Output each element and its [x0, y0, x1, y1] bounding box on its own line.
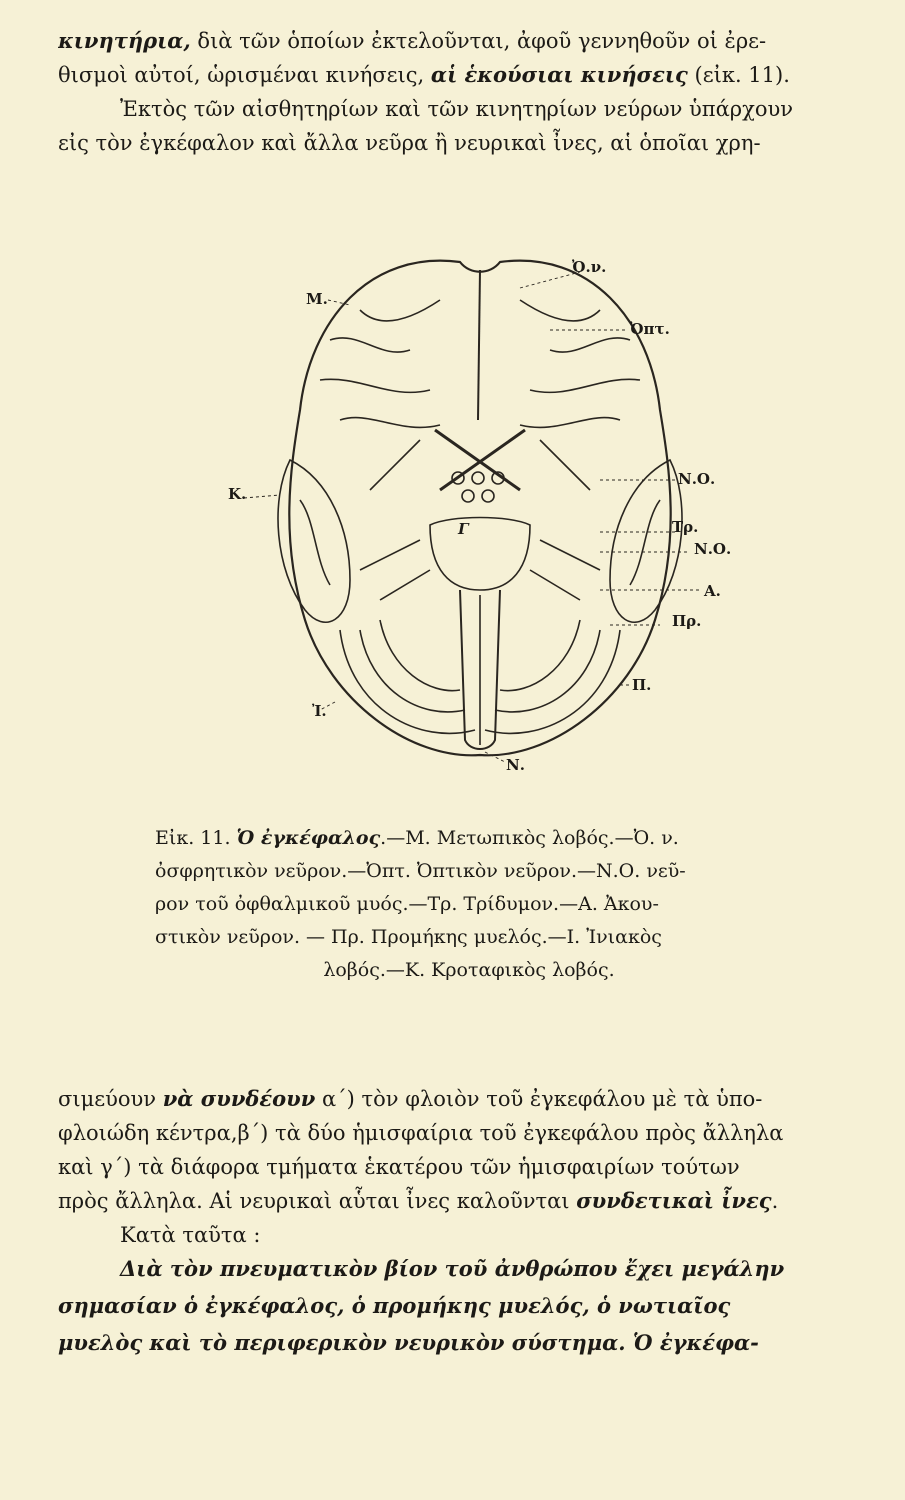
caption-figure-number: Εἰκ. 11.	[155, 827, 237, 849]
bold-term: συνδετικαὶ ἶνες	[576, 1188, 772, 1213]
label-optic: Ὀπτ.	[630, 320, 670, 338]
text-line: φλοιώδη κέντρα,β΄) τὰ δύο ἡμισφαίρια τοῦ ἐγκεφάλου πρὸς ἄλληλα	[58, 1121, 784, 1145]
label-pons: Π.	[632, 676, 652, 694]
bottom-paragraph	[58, 1082, 866, 1252]
emphasized-paragraph	[58, 1250, 866, 1361]
emphasized-line: μυελὸς καὶ τὸ περιφερικὸν νευρικὸν σύστημα. Ὁ ἐγκέφα-	[58, 1330, 759, 1355]
label-olfactory: Ὀ.ν.	[572, 258, 607, 276]
caption-line	[155, 822, 783, 855]
bold-term: νὰ συνδέουν	[162, 1086, 316, 1111]
label-n: Ν.	[506, 756, 525, 774]
text-line: εἰς τὸν ἐγκέφαλον καὶ ἄλλα νεῦρα ἢ νευρικαὶ ἶνες, αἱ ὁποῖαι χρη-	[58, 131, 761, 155]
emphasized-line: σημασίαν ὁ ἐγκέφαλος, ὁ προμήκης μυελός, ὁ νωτιαῖος	[58, 1293, 731, 1318]
label-oculomotor: Ν.Ο.	[678, 470, 716, 488]
text-line	[58, 1082, 866, 1116]
bold-term: κινητήρια,	[58, 28, 191, 53]
caption-title: Ὁ ἐγκέφαλος	[236, 827, 381, 849]
text-span: σιμεύουν	[58, 1087, 163, 1111]
text-line: Ἐκτὸς τῶν αἰσθητηρίων καὶ τῶν κινητηρίων νεύρων ὑπάρχουν	[120, 97, 794, 121]
caption-line: λοβός.—Κ. Κροταφικὸς λοβός.	[323, 959, 615, 981]
brain-illustration	[220, 240, 740, 790]
text-line	[58, 24, 866, 58]
label-temporal: Κ.	[228, 485, 247, 503]
label-trigeminal: Τρ.	[672, 518, 699, 536]
text-span: πρὸς ἄλληλα. Αἱ νευρικαὶ αὗται ἶνες καλοῦνται	[58, 1189, 577, 1213]
text-span: διὰ τῶν ὁποίων ἐκτελοῦνται, ἀφοῦ γεννηθοῦν οἱ ἐρε-	[190, 29, 767, 53]
label-frontal: Μ.	[306, 290, 328, 308]
figure-caption	[155, 822, 783, 987]
text-span: α΄) τὸν φλοιὸν τοῦ ἐγκεφάλου μὲ τὰ ὑπο-	[315, 1087, 763, 1111]
text-line	[58, 1184, 866, 1218]
bold-term: αἱ ἑκούσιαι κινήσεις	[430, 62, 688, 87]
label-medulla: Πρ.	[672, 612, 702, 630]
caption-line: ρον τοῦ ὀφθαλμικοῦ μυός.—Τρ. Τρίδυμον.—Α. Ἀκου-	[155, 893, 659, 915]
caption-line: ὀσφρητικὸν νεῦρον.—Ὀπτ. Ὀπτικὸν νεῦρον.—Ν.Ο. νεῦ-	[155, 860, 686, 882]
caption-line: στικὸν νεῦρον. — Πρ. Προμήκης μυελός.—Ι. Ἰνιακὸς	[155, 926, 662, 948]
caption-text: .—Μ. Μετωπικὸς λοβός.—Ὀ. ν.	[380, 827, 679, 849]
label-g: Γ	[458, 520, 469, 538]
text-line	[58, 58, 866, 92]
label-oculomotor-2: Ν.Ο.	[694, 540, 732, 558]
top-paragraph	[58, 24, 866, 160]
text-line: Κατὰ ταῦτα :	[120, 1223, 261, 1247]
text-line: καὶ γ΄) τὰ διάφορα τμήματα ἑκατέρου τῶν ἡμισφαιρίων τούτων	[58, 1155, 740, 1179]
text-span: .	[771, 1189, 779, 1213]
text-span: (εἰκ. 11).	[687, 63, 790, 87]
emphasized-line: Διὰ τὸν πνευματικὸν βίον τοῦ ἀνθρώπου ἔχει μεγάλην	[120, 1256, 785, 1281]
text-span: θισμοὶ αὐτοί, ὡρισμέναι κινήσεις,	[58, 63, 431, 87]
label-occipital: Ἰ.	[312, 702, 327, 720]
label-acoustic: Α.	[704, 582, 721, 600]
